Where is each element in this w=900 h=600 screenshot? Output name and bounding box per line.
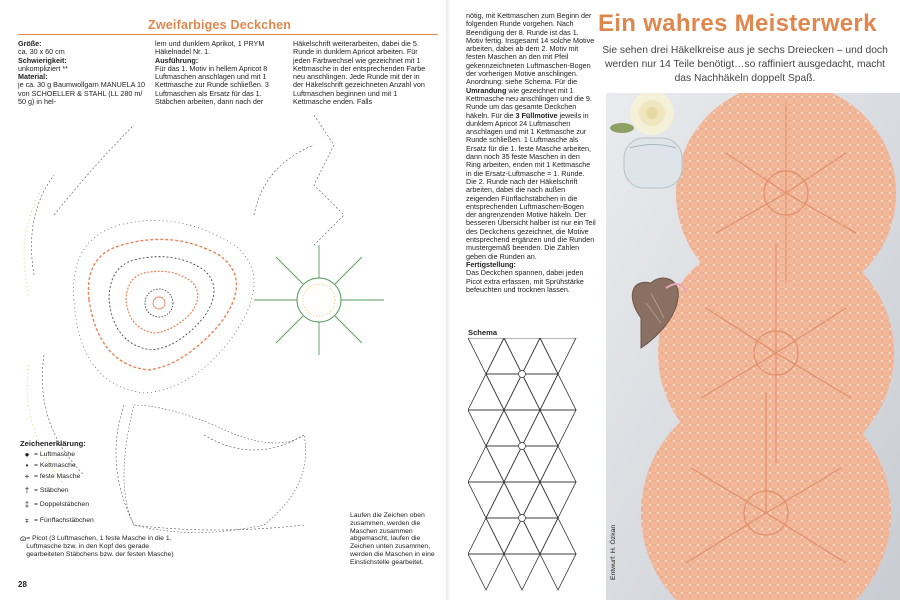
execution-label: Ausführung: (155, 55, 199, 65)
legend-item (20, 501, 180, 509)
double-crochet-icon: † (24, 486, 30, 495)
instr-text-3: jeweils in dunklem Apricot 24 Luftmaschen anschlagen und mit 1 Kettmasche zur Runde schließen. 1 Luftmasche als Ersatz für die 1. feste Masche arbeiten, dann noch 35 feste Maschen in den Ring arbeiten, enden mit 1 Kettmasche in die Ersatz-Luftmasche = 1. Runde. Die 2. Runde nach der Häkelschrift arbeiten, dabei die nach außen zeigenden Fünffachstäbchen in die entsprechenden Luftmaschen-Bogen der angrenzenden Motive häkeln. Der besseren Übersicht halber ist nur ein Teil des Deckchens gezeichnet, die Motive entsprechend ergänzen und die Runden mustergemäß beenden. Die Zahlen geben die Runden an. (466, 110, 596, 261)
chain-stitch-icon: ● (24, 450, 30, 459)
legend-label: = Picot (3 Luftmaschen, 1 feste Masche in die 1. Luftmasche bzw. in den Kopf des gerade gearbeiteten Stäbchens bzw. der festen Masche) (26, 535, 174, 558)
instr-text-2: wie gezeichnet mit 1 Kettmasche neu anschlingen und die 9. Runde um das gesamte Deckchen häkeln. Für die (466, 85, 592, 120)
legend-item (20, 487, 180, 495)
triangle-motif (74, 221, 254, 394)
col3-text: Häkelschrift weiterarbeiten, dabei die 5. Runde in dunklem Apricot arbeiten. Für jeden Farbwechsel wie gezeichnet mit 1 Kettmasche in der entsprechenden Farbe neu anschlingen. Jede Runde mit der in der Häkelschrift gezeichneten Anzahl von Luftmaschen beginnen und mit 1 Kettmasche enden. Falls (293, 39, 426, 107)
schema-label: Schema (468, 328, 498, 337)
legend-label: = Kettmasche (34, 462, 76, 469)
instr-text-1: nötig, mit Kettmaschen zum Beginn der folgenden Runde vorgehen. Nach Beendigung der 8. Runde ist das 1. Motiv fertig. Insgesamt 14 solche Motive arbeiten, dabei ab dem 2. Motiv mit festen Maschen an den mit Pfeil gekennzeichneten Luftmaschen-Bogen der vorherigen Motive anschlingen. Anordnung: siehe Schema. Für die (466, 11, 595, 87)
material-value: je ca. 30 g Baumwollgarn MANUELA 10 von SCHOELLER & STAHL (LL 280 m/ 50 g) in hel- (18, 80, 146, 107)
col2-text-2: Für das 1. Motiv in hellem Apricot 8 Luftmaschen anschlagen und mit 1 Kettmasche zur Runde schließen. 3 Luftmaschen als Ersatz für das 1. Stäbchen arbeiten, dann nach der (155, 63, 269, 107)
text-column-3 (293, 40, 428, 106)
legend-item (20, 473, 180, 481)
legend-label: = Luftmasche (34, 451, 75, 458)
legend-item (20, 535, 180, 559)
page-title-left: Zweifarbiges Deckchen (148, 18, 292, 32)
legend-label: = Fünffachstäbchen (34, 517, 94, 524)
slip-stitch-icon: • (25, 461, 29, 470)
single-crochet-icon: + (24, 472, 30, 481)
legend-label: = Stäbchen (34, 487, 69, 494)
doily-image (606, 93, 900, 600)
page-subtitle: Sie sehen drei Häkelkreise aus je sechs Dreiecken – und doch werden nur 14 Teile benötigt…so raffiniert ausgedacht, macht das Nachhäkeln doppelt Spaß. (602, 45, 888, 84)
note-text: Laufen die Zeichen oben zusammen, werden die Maschen zusammen abgemascht, laufen die Zeichen unten zusammen, werden die Maschen in eine Einstichstelle gearbeitet. (350, 512, 435, 566)
quintuple-treble-icon: ⧧ (24, 516, 30, 525)
material-label: Material: (18, 72, 48, 82)
filler-label: 3 Füllmotive (515, 110, 558, 120)
legend-item (20, 451, 180, 459)
symbol-legend (20, 440, 180, 562)
legend-label: = Doppelstäbchen (34, 501, 89, 508)
right-page (450, 0, 900, 600)
title-rule (18, 34, 438, 35)
text-column-2 (155, 40, 287, 106)
treble-crochet-icon: ‡ (24, 500, 30, 509)
size-value: ca. 30 x 60 cm (18, 47, 65, 57)
size-label: Größe: (18, 39, 42, 48)
instr-text-4: Das Deckchen spannen, dabei jeden Picot extra erfassen, mit Sprühstärke befeuchten und trocknen lassen. (466, 268, 584, 294)
doily-photo (606, 93, 900, 600)
instructions-column (466, 12, 596, 294)
page-title-right: Ein wahres Meisterwerk (598, 10, 877, 37)
schema-diagram (468, 338, 582, 593)
legend-label: = feste Masche (34, 473, 81, 480)
picot-icon: ɷ (20, 534, 27, 543)
text-column-1 (18, 40, 150, 106)
edging-label: Umrandung (466, 85, 507, 95)
filler-motif (254, 245, 384, 355)
finishing-label: Fertigstellung: (466, 259, 516, 269)
difficulty-label: Schwierigkeit: (18, 55, 67, 65)
legend-item (20, 517, 180, 525)
col2-text-1: lem und dunklem Aprikot, 1 PRYM Häkelnadel Nr. 1. (155, 39, 265, 57)
design-credit: Entwurf: H. Özkan (610, 524, 617, 580)
page-number: 28 (18, 580, 27, 589)
legend-item (20, 462, 180, 470)
difficulty-value: unkompliziert ** (18, 63, 68, 73)
legend-title: Zeichenerklärung: (20, 439, 86, 448)
